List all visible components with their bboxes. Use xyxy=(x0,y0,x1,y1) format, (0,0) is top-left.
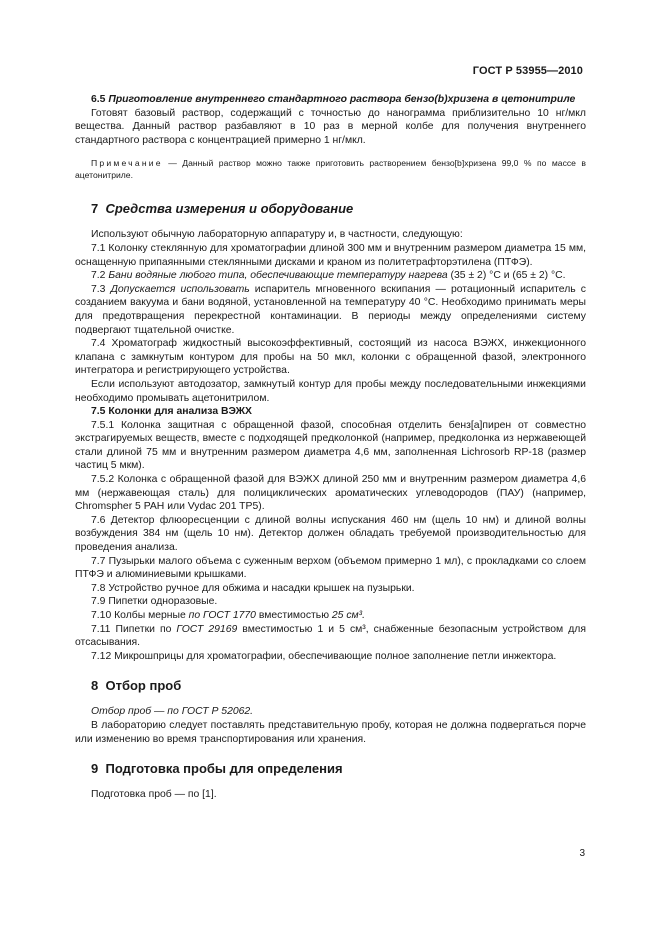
text: 7.11 Пипетки по xyxy=(91,623,177,635)
note-label: Примечание xyxy=(91,158,163,169)
paragraph: Подготовка проб — по [1]. xyxy=(91,789,217,801)
standard-header: ГОСТ Р 53955—2010 xyxy=(472,65,583,77)
section-title: Отбор проб xyxy=(105,678,182,694)
page-body xyxy=(75,93,586,802)
text: вместимостью 1 и 5 см³, снабженные безопасным устройством для отсасывания. xyxy=(75,623,586,649)
paragraph-7-6: 7.6 Детектор флюоресценции с длиной волны испускания 460 нм (щель 10 нм) и длиной волны возбуждения 384 нм (щель 10 нм). Детектор должен обладать требуемой производительностью для проведения анализа. xyxy=(75,514,586,554)
text: 7.10 Колбы мерные xyxy=(91,610,189,621)
section-7-heading xyxy=(75,201,586,217)
paragraph: Готовят базовый раствор, содержащий с точностью до нанограмма приблизительно 10 нг/мкл вещества. Данный раствор разбавляют в 10 раз в мерной колбе для получения внутреннего стандартного раствора с концентрацией примерно 1 нг/мкл. xyxy=(75,107,586,146)
italic-text: Бани водяные любого типа, обеспечивающие температуру нагрева xyxy=(108,270,448,282)
subsection-number: 6.5 xyxy=(91,94,106,105)
paragraph-7-5-1: 7.5.1 Колонка защитная с обращенной фазой, способная отделить бенз[а]пирен от совместно экстрагируемых веществ, вместе с подходящей предколонкой (например, предколонка из нержавеющей стали длиной 75 мм и внутренним размером диаметра 4,6 мм, заполненная Lichrosorb RP-18 (размер частиц 5 мкм). xyxy=(75,419,586,472)
paragraph xyxy=(75,705,586,719)
italic-text: ГОСТ 29169 xyxy=(176,623,238,635)
paragraph-7-9: 7.9 Пипетки одноразовые. xyxy=(91,596,218,608)
paragraph-7-5-2: 7.5.2 Колонка с обращенной фазой для ВЭЖХ длиной 250 мм и внутренним размером диаметра 4,6 мм (нержавеющая сталь) для полициклических ароматических углеводородов (ПАУ) (например, Chromspher 5 PAH или Vydac 201 TP5). xyxy=(75,474,586,513)
section-title: Средства измерения и оборудование xyxy=(105,201,354,217)
section-number: 9 xyxy=(91,761,99,777)
item-number: 7.2 xyxy=(91,270,106,282)
item-number: 7.3 xyxy=(91,283,106,295)
page-number: 3 xyxy=(579,848,585,859)
paragraph-7-8: 7.8 Устройство ручное для обжима и насадки крышек на пузырьки. xyxy=(91,582,415,594)
note-text: — Данный раствор можно также приготовить растворением бензо[b]хризена 99,0 % по массе в ацетонитриле. xyxy=(75,158,586,181)
paragraph-7-3 xyxy=(75,283,586,337)
section-8-heading xyxy=(75,678,586,694)
note xyxy=(75,157,586,181)
italic-text: 25 см³. xyxy=(331,610,366,621)
italic-text: Отбор проб — по ГОСТ Р 52062. xyxy=(91,706,254,718)
paragraph: Используют обычную лабораторную аппаратуру и, в частности, следующую: xyxy=(91,229,463,241)
paragraph-7-11 xyxy=(75,623,586,650)
section-9-heading xyxy=(75,761,586,777)
subsection-6-5-title xyxy=(75,93,586,107)
subsection-7-5-title: 7.5 Колонки для анализа ВЭЖХ xyxy=(91,406,252,418)
section-number: 8 xyxy=(91,678,99,694)
text: вместимостью xyxy=(255,610,332,621)
paragraph-7-2 xyxy=(75,269,586,283)
paragraph-7-1: 7.1 Колонку стеклянную для хроматографии длиной 300 мм и внутренним размером диаметра 15 мм, оснащенную припаянными стеклянными дисками и краном из политетрафторэтилена (ПТФЭ). xyxy=(75,242,586,268)
italic-text: Допускается использовать xyxy=(110,283,250,295)
paragraph-7-4: 7.4 Хроматограф жидкостный высокоэффективный, состоящий из насоса ВЭЖХ, инжекционного клапана с замкнутым контуром для пробы на 50 мкл, колонки с обращенной фазой, электронного интегратора и регистрирующего устройства. xyxy=(75,338,586,377)
text: испаритель мгновенного вскипания — ротационный испаритель с созданием вакуума и бани водяной, установленной на температуру 40 °С. Необходимо принимать меры для предотвращения перекрестной контаминации. В периоды между определениями систему подвергают тщательной очистке. xyxy=(75,283,586,336)
paragraph: В лабораторию следует поставлять представительную пробу, которая не должна подвергаться порче или изменению во время транспортирования или хранения. xyxy=(75,719,586,745)
section-title: Подготовка пробы для определения xyxy=(105,761,343,777)
paragraph-7-12: 7.12 Микрошприцы для хроматографии, обеспечивающие полное заполнение петли инжектора. xyxy=(91,650,557,662)
subsection-title-text: Приготовление внутреннего стандартного раствора бензо(b)хризена в цетонитриле xyxy=(108,94,576,105)
paragraph-7-7: 7.7 Пузырьки малого объема с суженным верхом (объемом примерно 1 мл), с прокладками со слоем ПТФЭ и алюминиевыми крышками. xyxy=(75,555,586,581)
paragraph-7-10 xyxy=(75,609,586,623)
text: (35 ± 2) °С и (65 ± 2) °С. xyxy=(447,270,566,282)
paragraph: Если используют автодозатор, замкнутый контур для пробы между последовательными инжекциями необходимо промывать ацетонитрилом. xyxy=(75,378,586,404)
section-number: 7 xyxy=(91,201,99,217)
italic-text: по ГОСТ 1770 xyxy=(188,610,256,621)
